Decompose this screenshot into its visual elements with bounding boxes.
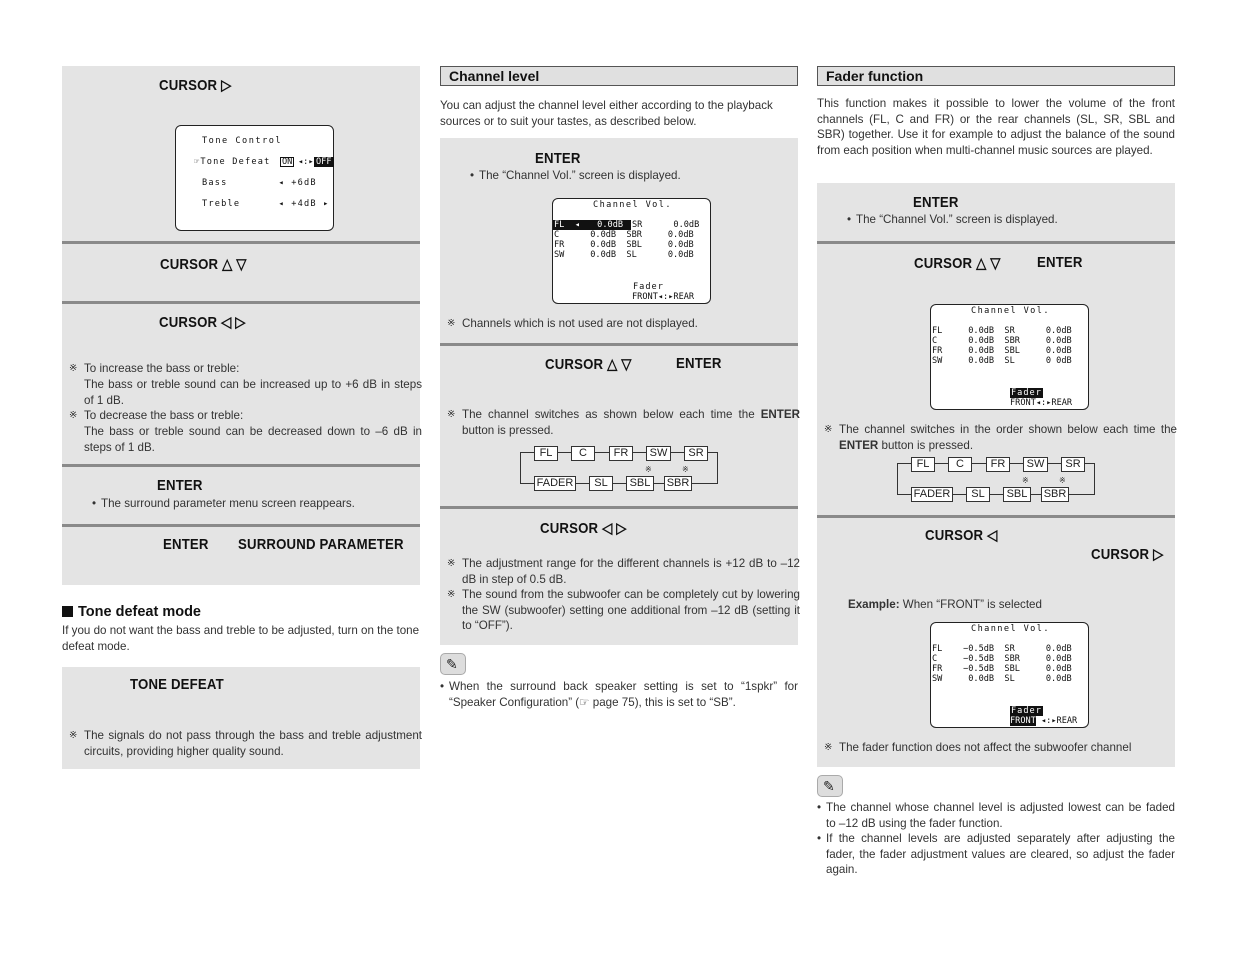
pencil-note-icon <box>817 775 843 797</box>
bullet-mark: • <box>847 213 852 226</box>
cursor-right-label: CURSOR ▷ <box>1091 546 1164 563</box>
flow-star: ※ <box>1059 476 1066 485</box>
screen-on-option: ON <box>282 157 293 167</box>
note-text: The adjustment range for the different channels is +12 dB to –12 dB in step of 0.5 dB. <box>462 557 800 586</box>
cursor-right-label: CURSOR ▷ <box>159 77 232 94</box>
note-text: The bass or treble sound can be decreased down to –6 dB in steps of 1 dB. <box>84 425 422 454</box>
bullet-mark: • <box>470 169 475 182</box>
note-subwoofer-cut <box>447 587 800 634</box>
channel-flow-diagram <box>897 457 1097 503</box>
flow-box-c: C <box>948 457 972 472</box>
screen-off-option: OFF <box>316 157 332 167</box>
note-text: The channel switches in the order shown below each time the <box>839 423 1177 436</box>
tone-defeat-label: TONE DEFEAT <box>130 676 224 693</box>
bullet-mark: • <box>440 680 445 693</box>
screen-title: Tone Control <box>202 136 283 146</box>
flow-box-sl: SL <box>966 487 990 502</box>
screen-row-fr: FR 0.0dB SBL 0.0dB <box>932 346 1072 356</box>
tone-defeat-title: Tone defeat mode <box>78 604 201 620</box>
screen-title: Channel Vol. <box>971 624 1050 634</box>
flow-line <box>1094 463 1095 495</box>
cursor-left-label: CURSOR ◁ <box>925 527 998 544</box>
note-decrease-detail <box>69 424 422 455</box>
flow-box-sl: SL <box>589 476 613 491</box>
pencil-glyph: ✎ <box>823 778 835 794</box>
bullet-text: When the surround back speaker setting is set to “1spkr” for “Speaker Configuration” (☞ page 75), this is set to “SB”. <box>449 680 798 709</box>
cursor-leftright-label: CURSOR ◁ ▷ <box>159 314 246 331</box>
bullet-text: The “Channel Vol.” screen is displayed. <box>479 169 681 182</box>
bullet-text: If the channel levels are adjusted separately after adjusting the fader, the fader adjustment values are cleared, so adjust the fader again. <box>826 832 1175 877</box>
note-mark: ※ <box>824 424 833 435</box>
flow-box-sr: SR <box>1061 457 1085 472</box>
flow-star: ※ <box>682 465 689 474</box>
note-channel-order <box>824 422 1177 453</box>
enter-label: ENTER <box>913 194 959 211</box>
note-mark: ※ <box>69 730 78 741</box>
flow-box-sr: SR <box>684 446 708 461</box>
cursor-leftright-label: CURSOR ◁ ▷ <box>540 520 627 537</box>
screen-row-c: C −0.5dB SBR 0.0dB <box>932 654 1072 664</box>
note-text: The sound from the subwoofer can be completely cut by lowering the SW (subwoofer) setting one additional from –12 dB (setting it to “OFF”). <box>462 588 800 633</box>
enter-bullet <box>847 212 1176 228</box>
screen-row-fl: FL 0.0dB SR 0.0dB <box>932 326 1072 336</box>
flow-line <box>897 463 898 495</box>
flow-star: ※ <box>1022 476 1029 485</box>
bullet-mark: • <box>92 497 97 510</box>
flow-box-fl: FL <box>534 446 558 461</box>
screen-row-sw: SW 0.0dB SL 0 0dB <box>932 356 1072 366</box>
note-channel-switch <box>447 407 800 438</box>
screen-front-selected: FRONT <box>1010 716 1036 726</box>
note-mark: ※ <box>69 363 78 374</box>
flow-line <box>717 452 718 484</box>
screen-fader-selected: Fader <box>1011 388 1042 398</box>
cursor-updown-label: CURSOR △ ▽ <box>545 356 632 373</box>
note-mark: ※ <box>69 410 78 421</box>
flow-box-fader: FADER <box>534 476 576 491</box>
bullet-mark: • <box>817 801 822 814</box>
enter-label: ENTER <box>535 150 581 167</box>
note-mark: ※ <box>447 409 456 420</box>
flow-box-sbr: SBR <box>664 476 692 491</box>
channel-vol-screen <box>552 198 711 304</box>
flow-box-sw: SW <box>1023 457 1048 472</box>
fader-intro: This function makes it possible to lower the volume of the front channels (FL, C and FR) or the rear channels (SL, SR, SBL and SBR) together. Use it for example to adjust the balance of the sound from each position when multi-channel music sources are played. <box>817 97 1175 157</box>
surround-parameter-label: SURROUND PARAMETER <box>238 536 404 553</box>
column-fader-function <box>817 66 1177 877</box>
step-cursor-right <box>62 66 420 241</box>
pencil-glyph: ✎ <box>446 656 458 672</box>
screen-fader-selected: Fader <box>1011 706 1042 716</box>
note-adjustment-range <box>447 556 800 587</box>
example-caption <box>848 597 1042 613</box>
note-enter-bold: ENTER <box>839 438 879 452</box>
flow-star: ※ <box>645 465 652 474</box>
note-text: Channels which is not used are not displayed. <box>462 317 698 330</box>
note-mark: ※ <box>447 318 456 329</box>
bullet-text: The “Channel Vol.” screen is displayed. <box>856 213 1058 226</box>
note-unused-channels <box>447 316 800 332</box>
screen-row-fl: FL −0.5dB SR 0.0dB <box>932 644 1072 654</box>
enter-label: ENTER <box>157 477 203 494</box>
screen-row-fr: FR −0.5dB SBL 0.0dB <box>932 664 1072 674</box>
screen-title: Channel Vol. <box>593 200 672 210</box>
screen-row-sw: SW 0.0dB SL 0.0dB <box>554 250 694 260</box>
flow-box-sbl: SBL <box>626 476 654 491</box>
screen-row-sw: SW 0.0dB SL 0.0dB <box>932 674 1072 684</box>
step-enter <box>440 138 798 343</box>
column-tone-control <box>62 66 422 758</box>
step-tone-defeat <box>62 667 420 769</box>
tone-defeat-heading <box>62 604 201 620</box>
screen-title: Channel Vol. <box>971 306 1050 316</box>
tone-defeat-intro: If you do not want the bass and treble to be adjusted, turn on the tone defeat mode. <box>62 624 420 653</box>
note-text-end: button is pressed. <box>462 423 554 437</box>
step-cursor-leftright <box>817 518 1175 767</box>
channel-level-header: Channel level <box>440 66 798 86</box>
flow-box-sbl: SBL <box>1003 487 1031 502</box>
note-text: To increase the bass or treble: <box>84 362 240 375</box>
screen-fl-label: FL ◂ <box>554 220 580 230</box>
step-cursor-enter <box>817 244 1175 515</box>
step-enter <box>62 467 420 524</box>
step-enter-surround <box>62 527 420 585</box>
screen-row-fr: FR 0.0dB SBL 0.0dB <box>554 240 694 250</box>
screen-treble-row: Treble ◂ +4dB ▸ <box>202 199 330 209</box>
note-text: The bass or treble sound can be increased up to +6 dB in steps of 1 dB. <box>84 378 422 407</box>
note-subwoofer-unaffected <box>824 740 1184 756</box>
pencil-bullet-1 <box>817 800 1175 831</box>
screen-rear: ◂:▸REAR <box>1041 716 1078 726</box>
note-mark: ※ <box>447 558 456 569</box>
note-increase-detail <box>69 377 422 408</box>
flow-line <box>520 452 521 484</box>
heading-square-icon <box>62 606 73 617</box>
flow-box-sw: SW <box>646 446 671 461</box>
step-cursor-leftright <box>440 509 798 645</box>
cursor-updown-label: CURSOR △ ▽ <box>914 255 1001 272</box>
note-mark: ※ <box>824 742 833 753</box>
step-cursor-enter <box>440 346 798 506</box>
note-text: The signals do not pass through the bass and treble adjustment circuits, providing higher quality sound. <box>84 729 422 758</box>
note-text-end: button is pressed. <box>878 438 974 452</box>
bullet-text: The channel whose channel level is adjusted lowest can be faded to –12 dB using the fader function. <box>826 801 1175 830</box>
tone-defeat-note <box>69 728 422 759</box>
pencil-note-icon <box>440 653 466 675</box>
note-text: The fader function does not affect the subwoofer channel <box>839 741 1132 754</box>
enter-label: ENTER <box>1037 254 1083 271</box>
flow-box-fr: FR <box>986 457 1010 472</box>
channel-vol-screen-example <box>930 622 1089 728</box>
note-mark: ※ <box>447 589 456 600</box>
screen-fader: Fader <box>633 282 664 292</box>
screen-bass-row: Bass ◂ +6dB <box>202 178 317 188</box>
flow-box-fl: FL <box>911 457 935 472</box>
flow-box-fader: FADER <box>911 487 953 502</box>
channel-flow-diagram <box>520 446 720 492</box>
screen-front-rear: FRONT◂:▸REAR <box>1010 398 1073 408</box>
note-text: The channel switches as shown below each time the <box>462 408 761 421</box>
note-enter-bold: ENTER <box>760 408 800 421</box>
screen-front-rear: FRONT◂:▸REAR <box>632 292 695 302</box>
pencil-bullet <box>440 679 798 710</box>
channel-vol-screen <box>930 304 1089 410</box>
step-cursor-leftright <box>62 304 420 464</box>
pencil-bullet-2 <box>817 831 1175 878</box>
bullet-text: The surround parameter menu screen reappears. <box>101 497 355 510</box>
bullet-mark: • <box>817 832 822 845</box>
step-enter <box>817 183 1175 241</box>
note-decrease <box>69 408 422 424</box>
tone-control-screen <box>175 125 334 231</box>
flow-box-sbr: SBR <box>1041 487 1069 502</box>
cursor-updown-label: CURSOR △ ▽ <box>160 256 247 273</box>
screen-row-c: C 0.0dB SBR 0.0dB <box>554 230 694 240</box>
example-text: When “FRONT” is selected <box>899 598 1042 611</box>
flow-box-fr: FR <box>609 446 633 461</box>
note-increase <box>69 361 422 377</box>
screen-sr-row: SR 0.0dB <box>632 220 700 230</box>
screen-row-c: C 0.0dB SBR 0.0dB <box>932 336 1072 346</box>
enter-bullet <box>470 168 799 184</box>
screen-tone-defeat-label: ☞Tone Defeat <box>194 157 271 167</box>
screen-fl-value: 0.0dB <box>592 220 624 230</box>
step-cursor-updown <box>62 244 420 301</box>
flow-box-c: C <box>571 446 595 461</box>
example-label: Example: <box>848 598 900 611</box>
enter-label: ENTER <box>676 355 722 372</box>
fader-function-header: Fader function <box>817 66 1175 86</box>
screen-separator: ◂:▸ <box>298 157 314 167</box>
channel-level-intro: You can adjust the channel level either according to the playback sources or to suit your tastes, as described below. <box>440 99 773 128</box>
column-channel-level <box>440 66 800 709</box>
note-text: To decrease the bass or treble: <box>84 409 244 422</box>
enter2-label: ENTER <box>163 536 209 553</box>
enter-bullet <box>92 496 421 512</box>
